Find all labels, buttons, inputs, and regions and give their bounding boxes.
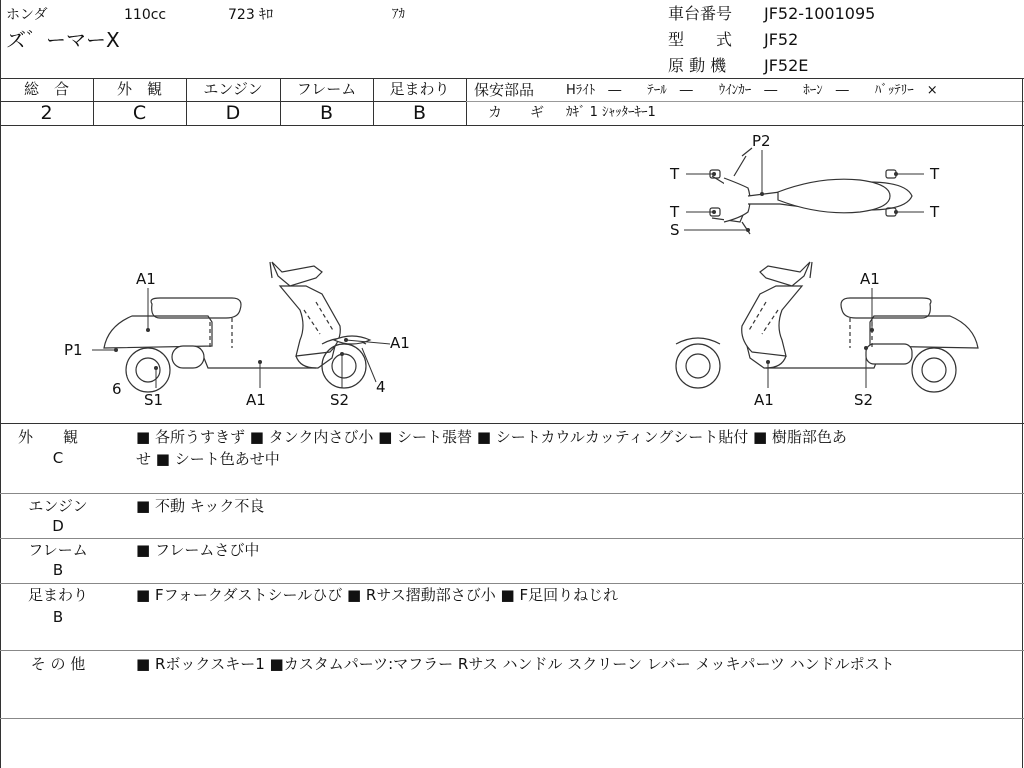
rule: [0, 493, 1024, 494]
exterior-remarks-line2: せ ■ シート色あせ中: [136, 450, 280, 468]
exterior-grade: C: [132, 102, 147, 124]
frame-remarks-line1: ■ フレームさび中: [136, 541, 260, 559]
key-value: ｶｷﾞ 1 ｼｬｯﾀｰｷｰ1: [566, 105, 656, 120]
scooter-damage-diagram: [0, 126, 1022, 423]
label-six: 6: [112, 380, 122, 398]
engine-section-label: エンジン: [28, 497, 88, 515]
suspension-grade-label: 足まわり: [389, 80, 450, 98]
exterior-remarks-line1: ■ 各所うすきず ■ タンク内さび小 ■ シート張替 ■ シートカウルカッティングシート貼付 ■ 樹脂部色あ: [136, 428, 847, 446]
frame-no-label: 車台番号: [668, 4, 733, 23]
rule: [466, 101, 1024, 102]
overall-grade: 2: [40, 102, 53, 124]
engine-grade: D: [225, 102, 241, 124]
label-a1-left-front: A1: [390, 334, 410, 352]
label-a1-right-rear: A1: [860, 270, 880, 288]
key-label: カ ギ: [488, 105, 544, 121]
exterior-section-label: 外 観: [17, 428, 78, 446]
rule: [0, 78, 1024, 79]
label-a1-left-rear: A1: [136, 270, 156, 288]
suspension-section-label: 足まわり: [27, 586, 88, 604]
label-four: 4: [376, 378, 386, 396]
label-p1: P1: [64, 341, 83, 359]
label-t-rear-left: T: [930, 165, 940, 183]
label-t-front-right: T: [670, 203, 680, 221]
rule: [0, 650, 1024, 651]
type-label: 型 式: [668, 30, 733, 49]
rule: [0, 583, 1024, 584]
label-a1-left-floor: A1: [246, 391, 266, 409]
rule: [0, 423, 1024, 424]
overall-label: 総 合: [23, 80, 69, 98]
engine-value: JF52E: [764, 56, 809, 75]
label-a1-right-floor: A1: [754, 391, 774, 409]
scooter-top-view: [710, 148, 912, 234]
safety-items: Hﾗｲﾄ ― ﾃｰﾙ ― ｳｲﾝｶｰ ― ﾎｰﾝ ― ﾊﾞｯﾃﾘｰ ×: [566, 83, 938, 98]
suspension-grade: B: [412, 102, 427, 124]
frame-section-grade: B: [52, 561, 64, 579]
rule: [0, 538, 1024, 539]
other-section-label: そ の 他: [30, 655, 86, 673]
model-name: ズ゛ーマーX: [6, 28, 120, 52]
frame-grade: B: [319, 102, 334, 124]
exterior-section-grade: C: [52, 449, 64, 467]
displacement: 110cc: [124, 7, 167, 23]
scooter-right-view: [676, 262, 978, 392]
engine-label: 原 動 機: [668, 56, 727, 75]
engine-remarks-line1: ■ 不動 キック不良: [136, 497, 265, 515]
maker-name: ホンダ: [6, 7, 48, 23]
label-t-rear-right: T: [930, 203, 940, 221]
frame-grade-label: フレーム: [296, 80, 357, 98]
suspension-section-grade: B: [52, 608, 64, 626]
label-s: S: [670, 221, 680, 239]
mileage: 723 ｷﾛ: [228, 7, 274, 23]
type-value: JF52: [764, 30, 799, 49]
exterior-label: 外 観: [116, 80, 162, 98]
suspension-remarks-line1: ■ Fフォークダストシールひび ■ Rサス摺動部さび小 ■ F足回りねじれ: [136, 586, 619, 604]
engine-grade-label: エンジン: [203, 80, 263, 98]
label-s2-left: S2: [330, 391, 350, 409]
rule: [0, 718, 1024, 719]
frame-no: JF52-1001095: [764, 4, 876, 23]
other-remarks-line1: ■ Rボックスキー1 ■カスタムパーツ:マフラー Rサス ハンドル スクリーン レバー メッキパーツ ハンドルポスト: [136, 655, 895, 673]
frame-section-label: フレーム: [28, 541, 88, 559]
body-color: ｱｶ: [392, 7, 405, 22]
label-s1: S1: [144, 391, 164, 409]
label-t-front-left: T: [670, 165, 680, 183]
safety-label: 保安部品: [474, 81, 535, 99]
engine-section-grade: D: [52, 517, 64, 535]
label-p2: P2: [752, 132, 771, 150]
label-s2-right: S2: [854, 391, 874, 409]
